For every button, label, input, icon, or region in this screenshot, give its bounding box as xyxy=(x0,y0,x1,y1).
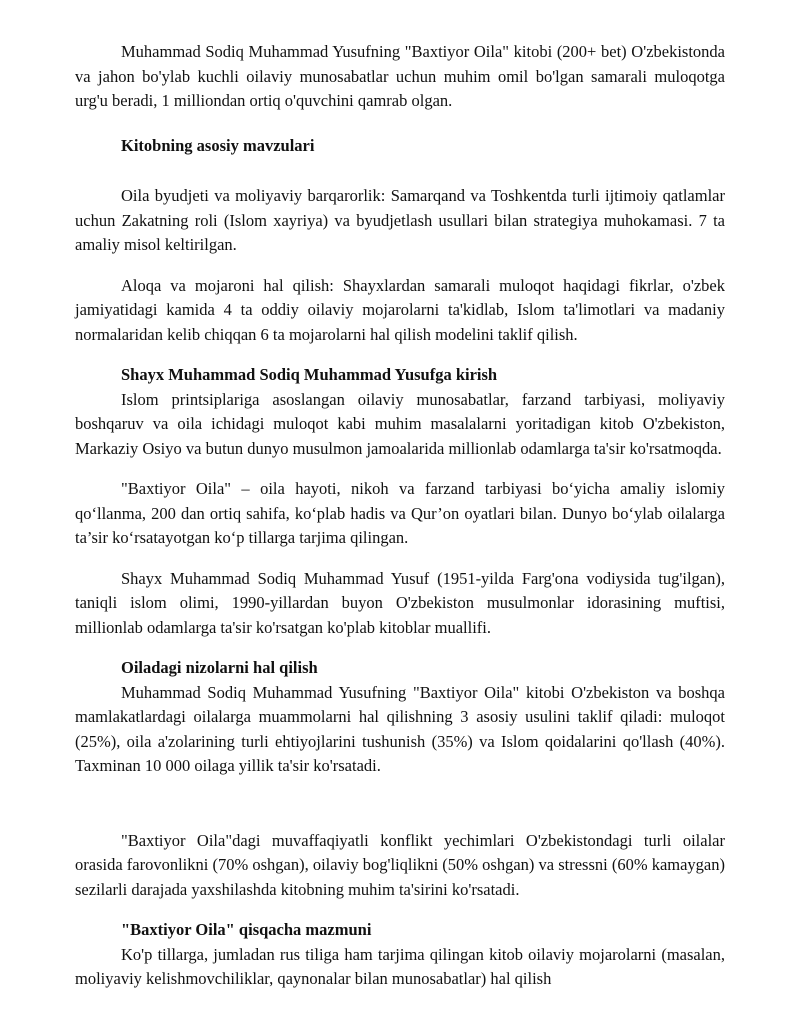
results-paragraph: "Baxtiyor Oila"dagi muvaffaqiyatli konflikt yechimlari O'zbekistondagi turli oilalar orasida farovonlikni (70% oshgan), oilaviy bog'liqlikni (50% oshgan) va stressni (60% kamaygan) sezilarli darajada yaxshilashda kitobning muhim ta'sirini ko'rsatadi. xyxy=(75,830,726,899)
heading-main-topics: Kitobning asosiy mavzulari xyxy=(121,135,315,155)
author-bio-paragraph: Shayx Muhammad Sodiq Muhammad Yusuf (1951-yilda Farg'ona vodiysida tug'ilgan), taniqli islom olimi, 1990-yillardan buyon O'zbekiston musulmonlar idorasining muftisi, millionlab odamlarga ta'sir ko'rsatgan ko'plab kitoblar muallifi. xyxy=(75,568,725,637)
heading-conflict-resolution: Oiladagi nizolarni hal qilish xyxy=(121,658,318,677)
heading-author-intro: Shayx Muhammad Sodiq Muhammad Yusufga kirish xyxy=(121,365,498,384)
guide-paragraph: "Baxtiyor Oila" – oila hayoti, nikoh va farzand tarbiyasi bo‘yicha amaliy islomiy qo‘llanma, 200 dan ortiq sahifa, ko‘plab hadis va Qur’on oyatlari bilan. Dunyo bo‘ylab oilalarga ta’sir ko‘rsatayotgan ko‘p tillarga tarjima qilingan. xyxy=(75,479,725,547)
principles-paragraph: Islom printsiplariga asoslangan oilaviy munosabatlar, farzand tarbiyasi, moliyaviy boshqaruv va oila ichidagi muloqot kabi muhim masalalarni yoritadigan kitob O'zbekiston, Markaziy Osiyo va butun dunyo musulmon jamoalarida millionlab odamlarga ta'sir ko'rsatmoqda. xyxy=(75,389,725,458)
summary-paragraph: Ko'p tillarga, jumladan rus tiliga ham tarjima qilingan kitob oilaviy mojarolarni (masalan, moliyaviy kelishmovchiliklar, qaynonalar bilan munosabatlar) hal qilish xyxy=(75,944,725,988)
budget-paragraph: Oila byudjeti va moliyaviy barqarorlik: Samarqand va Toshkentda turli ijtimoiy qatlamlar uchun Zakatning roli (Islom xayriya) va byudjetlash usullari bilan strategiya muhokamasi. 7 ta amaliy misol keltirilgan. xyxy=(75,186,725,254)
communication-paragraph: Aloqa va mojaroni hal qilish: Shayxlardan samarali muloqot haqidagi fikrlar, o'zbek jamiyatidagi kamida 4 ta oddiy oilaviy mojarolarni ta'kidlab, Islom ta'limotlari va madaniy normalaridan kelib chiqqan 6 ta mojarolarni hal qilish modelini taklif qilish. xyxy=(75,275,725,344)
heading-summary: "Baxtiyor Oila" qisqacha mazmuni xyxy=(121,920,372,939)
intro-paragraph: Muhammad Sodiq Muhammad Yusufning "Baxtiyor Oila" kitobi (200+ bet) O'zbekistonda va jahon bo'ylab kuchli oilaviy munosabatlar uchun muhim omil bo'lgan samarali muloqotga urg'u beradi, 1 milliondan ortiq o'quvchini qamrab olgan. xyxy=(75,42,725,110)
methods-paragraph: Muhammad Sodiq Muhammad Yusufning "Baxtiyor Oila" kitobi O'zbekiston va boshqa mamlakatlardagi oilalarga muammolarni hal qilishning 3 asosiy usulini taklif qiladi: muloqot (25%), oila a'zolarining turli ehtiyojlarini tushunish (35%) va Islom qoidalarini qo'llash (40%). Taxminan 10 000 oilaga yillik ta'sir ko'rsatadi. xyxy=(75,682,725,775)
